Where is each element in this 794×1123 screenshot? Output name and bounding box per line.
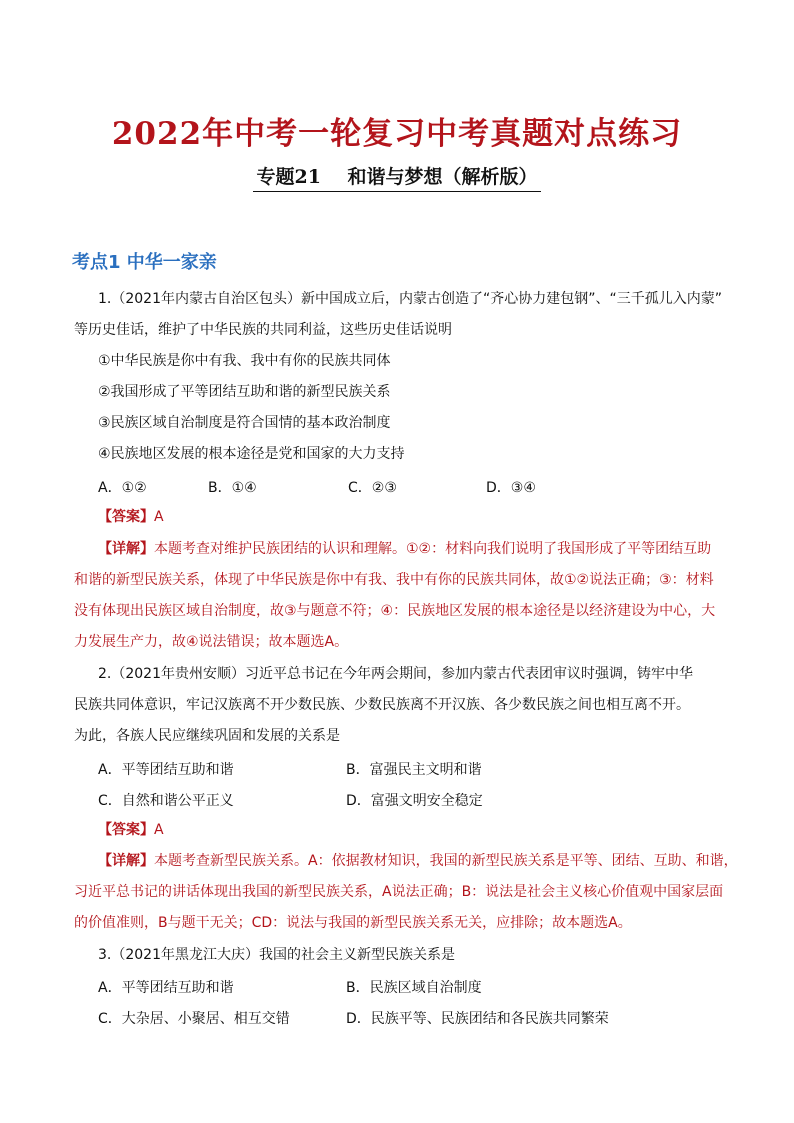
q1-detail-line1 <box>98 540 711 558</box>
q1-option-c: C．②③ <box>348 480 397 496</box>
q1-detail-tag: 【详解】 <box>98 541 154 557</box>
q2-detail-tag: 【详解】 <box>98 853 154 869</box>
q3-option-b: B．民族区域自治制度 <box>346 980 482 996</box>
q3-stem-line1: 3.（2021年黑龙江大庆）我国的社会主义新型民族关系是 <box>98 947 455 963</box>
section-heading: 考点1 中华一家亲 <box>72 252 217 273</box>
q2-detail-line3: 的价值准则，B与题干无关；CD：说法与我国的新型民族关系无关，应排除；故本题选A。 <box>74 915 632 931</box>
q1-option-a: A．①② <box>98 480 147 496</box>
q1-answer <box>98 508 164 526</box>
q1-detail-line2: 和谐的新型民族关系，体现了中华民族是你中有我、我中有你的民族共同体，故①②说法正确；③：材料 <box>74 572 714 588</box>
q2-detail-line2: 习近平总书记的讲话体现出我国的新型民族关系，A说法正确；B：说法是社会主义核心价值观中国家层面 <box>74 884 724 900</box>
q3-option-d: D．民族平等、民族团结和各民族共同繁荣 <box>346 1011 609 1027</box>
q1-answer-value: A <box>154 509 164 525</box>
q1-statement-1: ①中华民族是你中有我、我中有你的民族共同体 <box>98 353 391 369</box>
q1-statement-3: ③民族区域自治制度是符合国情的基本政治制度 <box>98 415 391 431</box>
q3-option-c: C．大杂居、小聚居、相互交错 <box>98 1011 290 1027</box>
q2-option-d: D．富强文明安全稳定 <box>346 793 483 809</box>
q2-answer <box>98 821 164 839</box>
q2-option-c: C．自然和谐公平正义 <box>98 793 234 809</box>
q1-stem-line2: 等历史佳话，维护了中华民族的共同利益，这些历史佳话说明 <box>74 322 452 338</box>
q1-option-d: D．③④ <box>486 480 536 496</box>
q2-stem-line1: 2.（2021年贵州安顺）习近平总书记在今年两会期间，参加内蒙古代表团审议时强调，铸牢中华 <box>98 666 693 682</box>
q1-option-b: B．①④ <box>208 480 257 496</box>
q1-statement-2: ②我国形成了平等团结互助和谐的新型民族关系 <box>98 384 391 400</box>
q2-answer-tag: 【答案】 <box>98 822 154 838</box>
q2-stem-line3: 为此，各族人民应继续巩固和发展的关系是 <box>74 728 340 744</box>
q1-stem-line1: 1.（2021年内蒙古自治区包头）新中国成立后，内蒙古创造了“齐心协力建包钢”、“三千孤儿入内蒙” <box>98 291 722 307</box>
q1-detail-line3: 没有体现出民族区域自治制度，故③与题意不符；④：民族地区发展的根本途径是以经济建设为中心，大 <box>74 603 716 619</box>
q1-detail-text1: 本题考查对维护民族团结的认识和理解。①②：材料向我们说明了我国形成了平等团结互助 <box>154 541 712 557</box>
subtitle-container <box>0 162 794 192</box>
document-title: 2022年中考一轮复习中考真题对点练习 <box>111 116 683 152</box>
q2-detail-line1 <box>98 852 738 870</box>
q1-detail-line4: 力发展生产力，故④说法错误；故本题选A。 <box>74 634 349 650</box>
q2-option-a: A．平等团结互助和谐 <box>98 762 234 778</box>
q2-option-b: B．富强民主文明和谐 <box>346 762 482 778</box>
q1-statement-4: ④民族地区发展的根本途径是党和国家的大力支持 <box>98 446 405 462</box>
q3-option-a: A．平等团结互助和谐 <box>98 980 234 996</box>
q2-stem-line2: 民族共同体意识，牢记汉族离不开少数民族、少数民族离不开汉族、各少数民族之间也相互离不开。 <box>74 697 690 713</box>
document-subtitle: 专题21 和谐与梦想（解析版） <box>253 162 542 192</box>
q2-detail-text1: 本题考查新型民族关系。A：依据教材知识，我国的新型民族关系是平等、团结、互助、和谐， <box>154 853 738 869</box>
q2-answer-value: A <box>154 822 164 838</box>
q1-answer-tag: 【答案】 <box>98 509 154 525</box>
